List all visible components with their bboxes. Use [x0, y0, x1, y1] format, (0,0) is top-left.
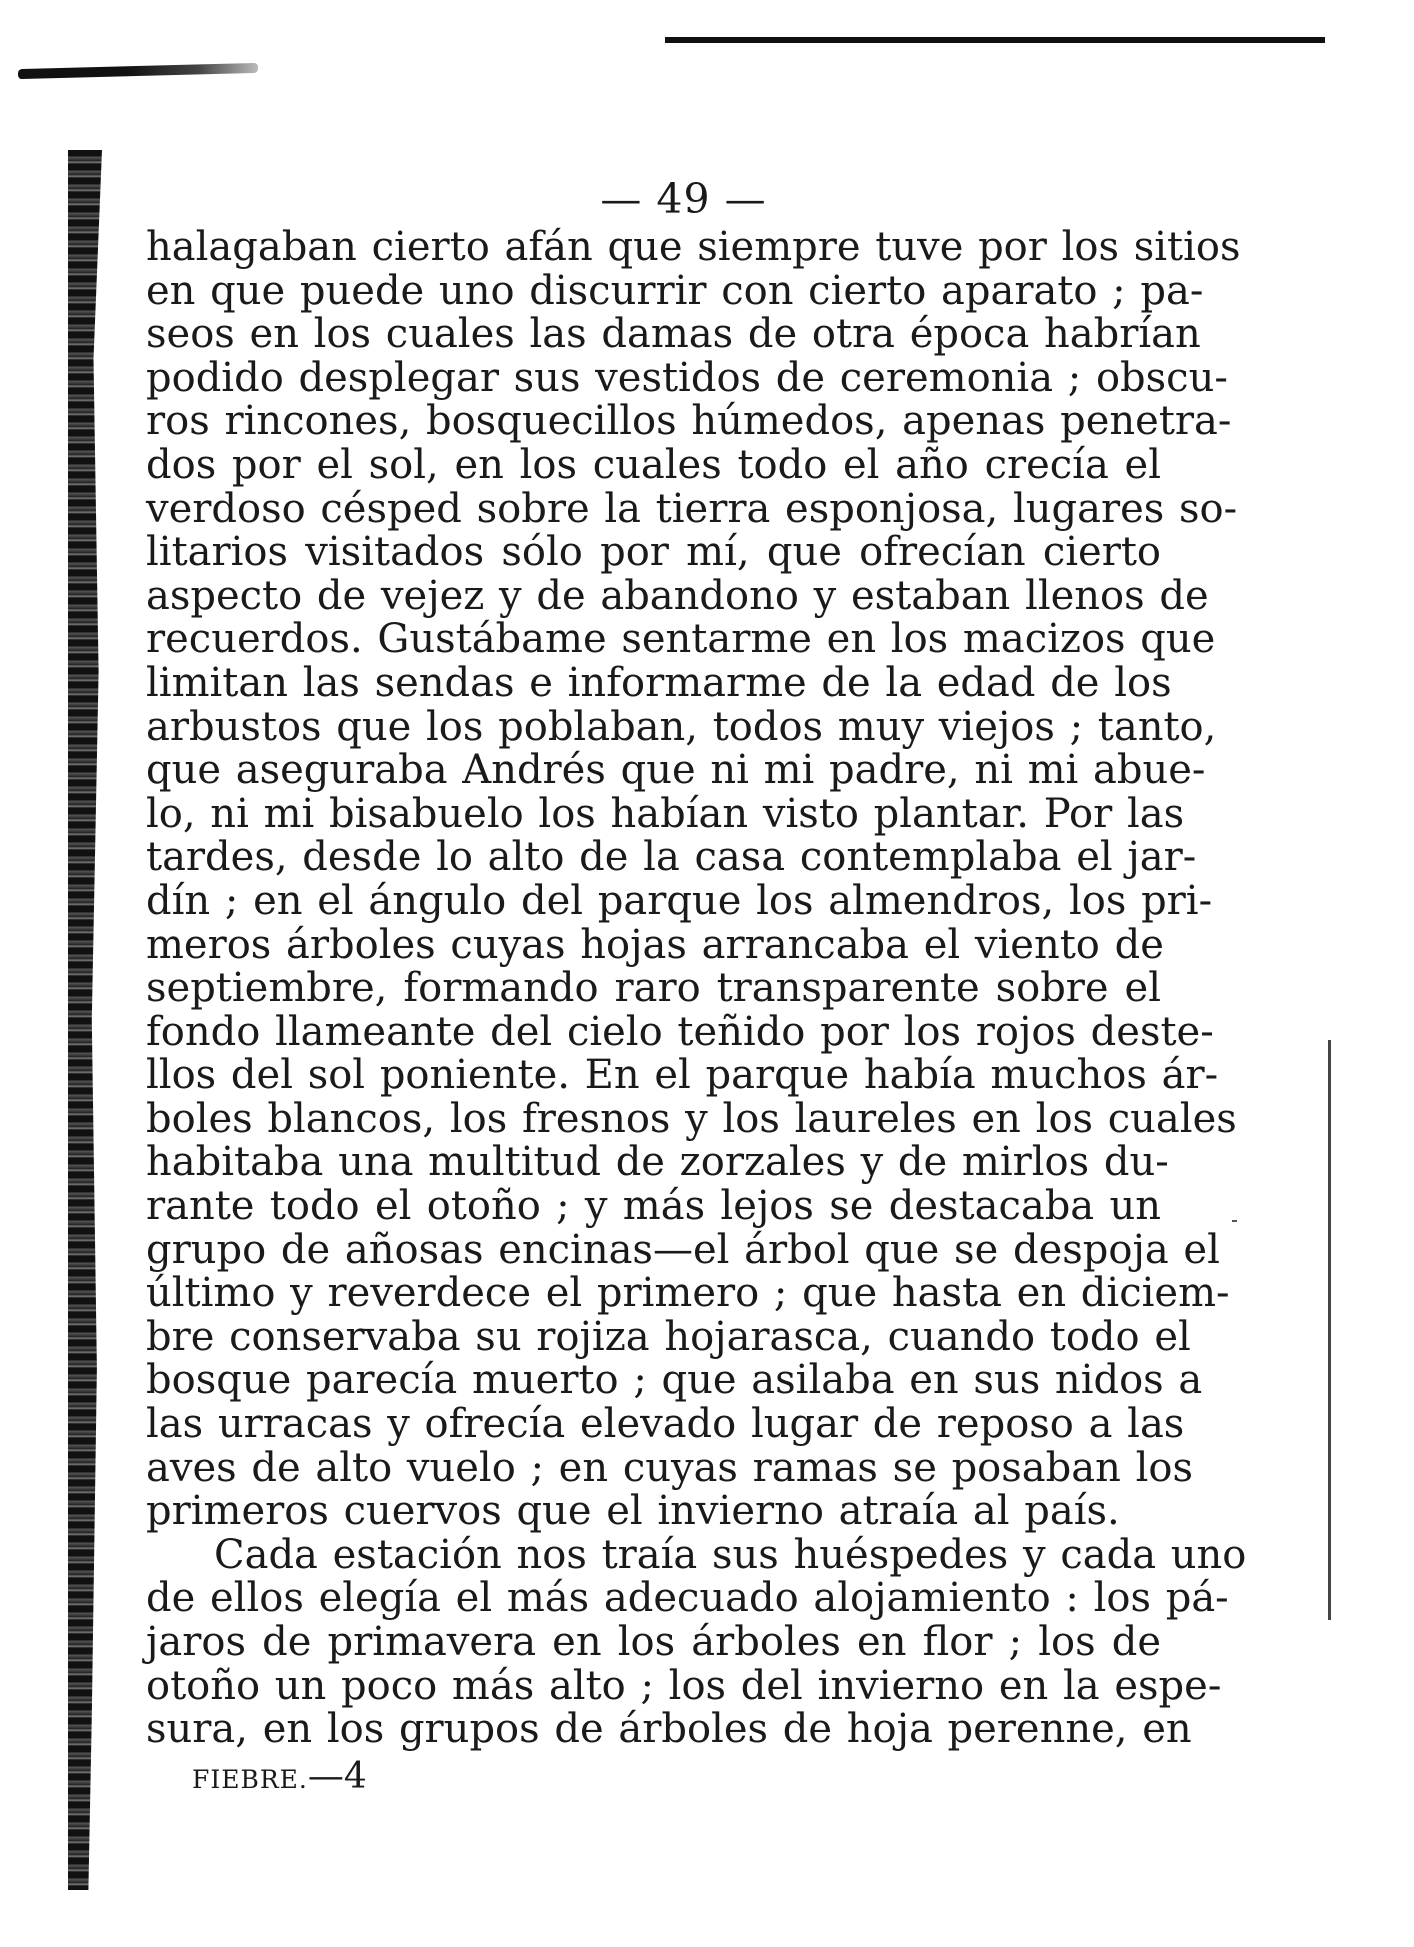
text-line: en que puede uno discurrir con cierto aparato ; pa-: [146, 267, 1204, 314]
text-line: halagaban cierto afán que siempre tuve por los sitios: [146, 224, 1241, 270]
text-line: otoño un poco más alto ; los del invierno en la espe-: [146, 1662, 1222, 1709]
scan-top-rule: [665, 37, 1325, 43]
text-line: habitaba una multitud de zorzales y de mirlos du-: [146, 1139, 1169, 1186]
scan-binding-edge: [68, 150, 102, 1890]
text-line: sura, en los grupos de árboles de hoja perenne, en: [146, 1706, 1192, 1753]
text-line: de ellos elegía el más adecuado alojamiento : los pá-: [146, 1575, 1229, 1622]
text-line: bre conservaba su rojiza hojarasca, cuando todo el: [146, 1313, 1191, 1360]
page-number: — 49 —: [600, 175, 767, 223]
text-line: grupo de añosas encinas—el árbol que se despoja el: [146, 1226, 1220, 1273]
text-line: lo, ni mi bisabuelo los habían visto plantar. Por las: [146, 790, 1185, 837]
signature-label: FIEBRE.: [192, 1764, 308, 1794]
scan-side-line: [1328, 1040, 1331, 1620]
text-line: rante todo el otoño ; y más lejos se destacaba un: [146, 1183, 1161, 1230]
text-line: meros árboles cuyas hojas arrancaba el viento de: [146, 921, 1164, 968]
paragraph-2: [146, 1531, 1247, 1753]
text-line: litarios visitados sólo por mí, que ofrecían cierto: [146, 529, 1161, 576]
text-line: arbustos que los poblaban, todos muy viejos ; tanto,: [146, 703, 1217, 750]
text-line: boles blancos, los fresnos y los laureles en los cuales: [146, 1095, 1237, 1142]
text-line: llos del sol poniente. En el parque había muchos ár-: [146, 1052, 1219, 1099]
text-line: seos en los cuales las damas de otra época habrían: [146, 311, 1201, 358]
text-line: aspecto de vejez y de abandono y estaban llenos de: [146, 572, 1209, 619]
scan-top-smudge: [18, 63, 258, 79]
text-line: las urracas y ofrecía elevado lugar de reposo a las: [146, 1401, 1185, 1448]
book-page: [146, 172, 1247, 1797]
text-line: que aseguraba Andrés que ni mi padre, ni mi abue-: [146, 747, 1206, 794]
text-line: tardes, desde lo alto de la casa contemplaba el jar-: [146, 834, 1197, 881]
text-line: último y reverdece el primero ; que hasta en diciem-: [146, 1270, 1230, 1317]
text-line: aves de alto vuelo ; en cuyas ramas se posaban los: [146, 1444, 1193, 1491]
text-line: dín ; en el ángulo del parque los almendros, los pri-: [146, 877, 1213, 924]
text-line: bosque parecía muerto ; que asilaba en sus nidos a: [146, 1357, 1203, 1404]
signature-number: —4: [307, 1755, 367, 1797]
text-line: Cada estación nos traía sus huéspedes y cada uno: [214, 1531, 1247, 1578]
text-line: fondo llameante del cielo teñido por los rojos deste-: [146, 1008, 1214, 1055]
text-line: jaros de primavera en los árboles en flor ; los de: [146, 1619, 1161, 1665]
text-line: septiembre, formando raro transparente sobre el: [146, 965, 1161, 1012]
text-line: ros rincones, bosquecillos húmedos, apenas penetra-: [146, 398, 1232, 445]
text-line: recuerdos. Gustábame sentarme en los macizos que: [146, 616, 1216, 663]
scan-speck: [1232, 1220, 1237, 1222]
printer-signature: [146, 1756, 1161, 1797]
paragraph-1: [146, 224, 1241, 1535]
text-line: limitan las sendas e informarme de la edad de los: [146, 659, 1172, 706]
text-line: podido desplegar sus vestidos de ceremonia ; obscu-: [146, 354, 1228, 401]
text-line: dos por el sol, en los cuales todo el año crecía el: [146, 441, 1161, 488]
text-line: verdoso césped sobre la tierra esponjosa, lugares so-: [146, 485, 1238, 532]
text-line: primeros cuervos que el invierno atraía al país.: [146, 1488, 1120, 1535]
